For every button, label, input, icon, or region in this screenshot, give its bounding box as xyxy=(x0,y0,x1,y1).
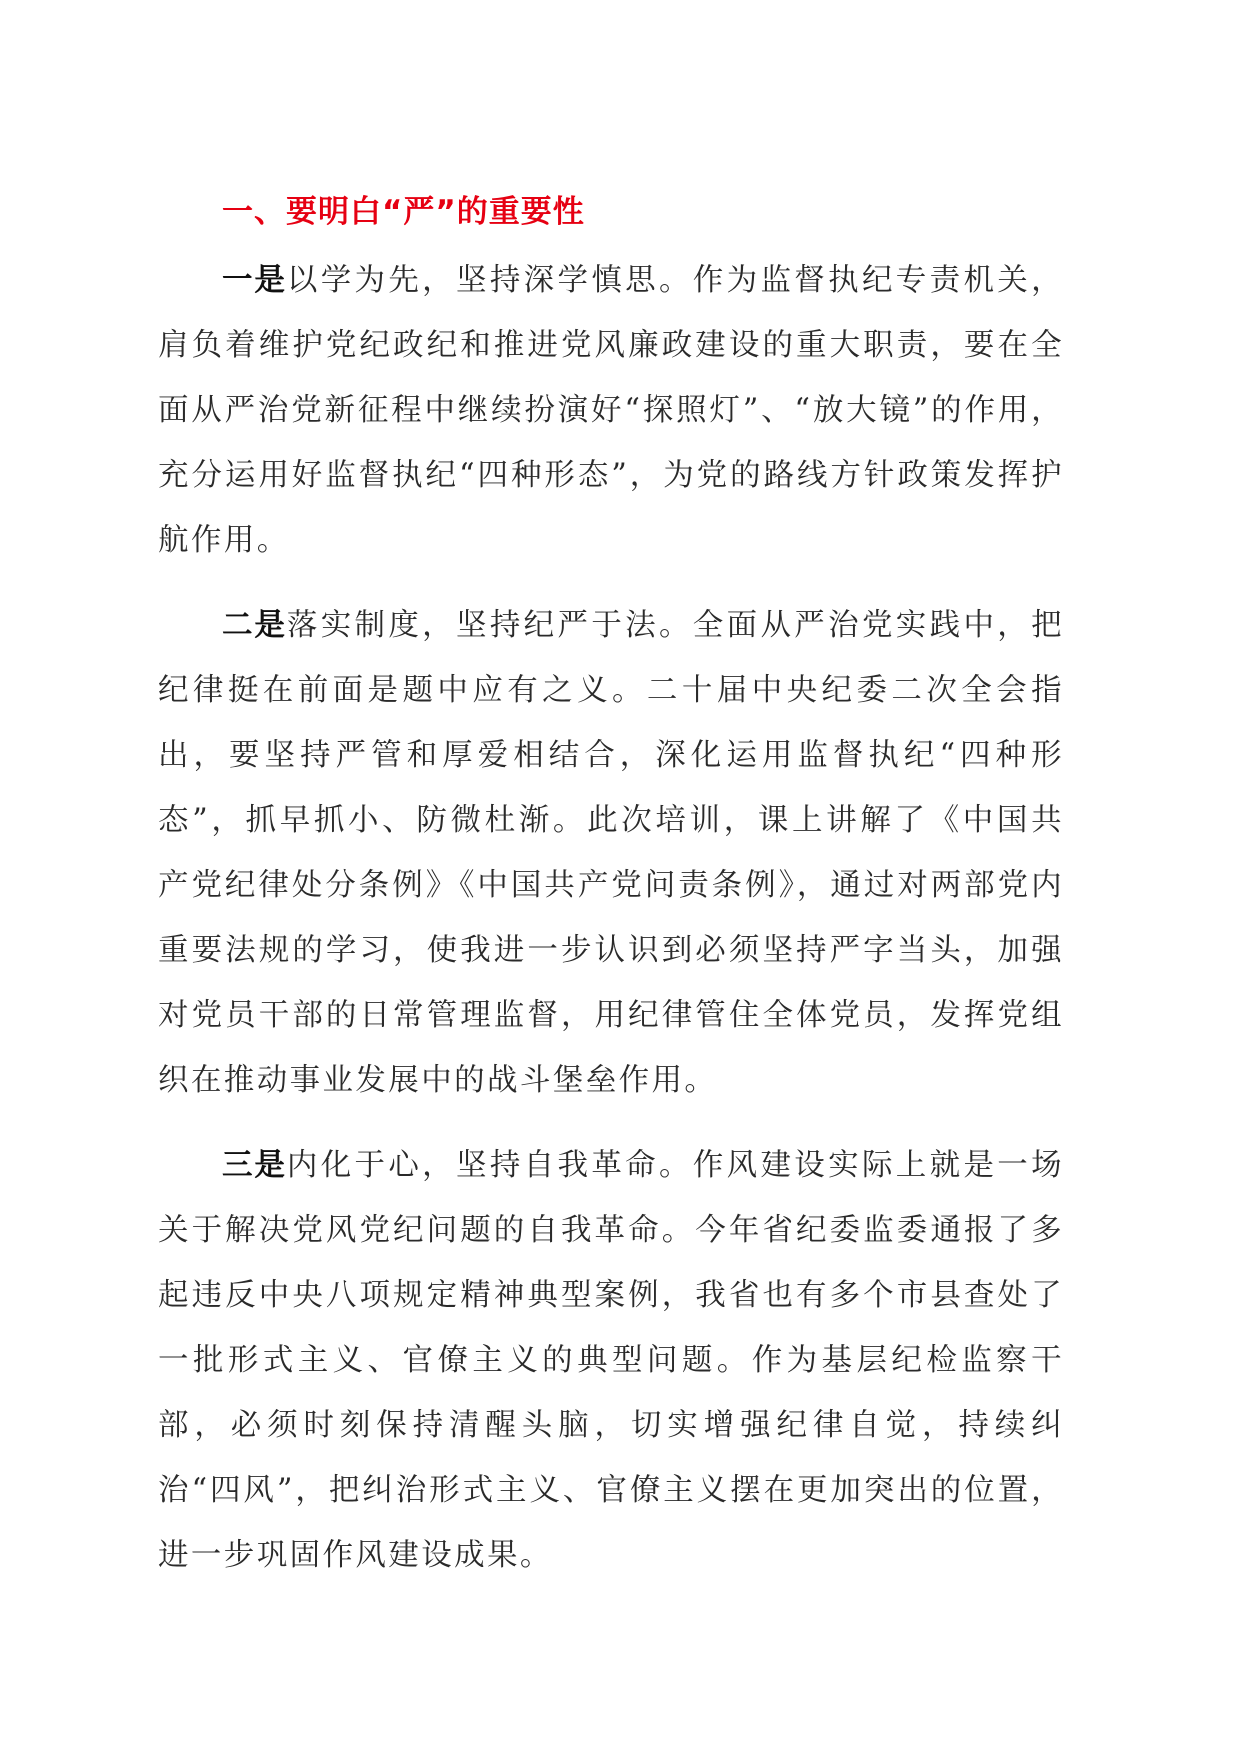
paragraph-2-lead: 二是 xyxy=(222,608,287,643)
paragraph-1-lead: 一是 xyxy=(222,263,287,298)
paragraph-1 xyxy=(158,248,1064,573)
document-body xyxy=(158,182,1064,1608)
paragraph-2-text: 落实制度，坚持纪严于法。全面从严治党实践中，把纪律挺在前面是题中应有之义。二十届中央纪委二次全会指出，要坚持严管和厚爱相结合，深化运用监督执纪“四种形态”，抓早抓小、防微杜渐。此次培训，课上讲解了《中国共产党纪律处分条例》《中国共产党问责条例》，通过对两部党内重要法规的学习，使我进一步认识到必须坚持严字当头，加强对党员干部的日常管理监督，用纪律管住全体党员，发挥党组织在推动事业发展中的战斗堡垒作用。 xyxy=(158,608,1064,1098)
section-heading: 一、要明白“严”的重要性 xyxy=(222,194,585,230)
paragraph-3 xyxy=(158,1133,1064,1588)
paragraph-2 xyxy=(158,593,1064,1113)
paragraph-3-text: 内化于心，坚持自我革命。作风建设实际上就是一场关于解决党风党纪问题的自我革命。今年省纪委监委通报了多起违反中央八项规定精神典型案例，我省也有多个市县查处了一批形式主义、官僚主义的典型问题。作为基层纪检监察干部，必须时刻保持清醒头脑，切实增强纪律自觉，持续纠治“四风”，把纠治形式主义、官僚主义摆在更加突出的位置，进一步巩固作风建设成果。 xyxy=(158,1148,1064,1573)
paragraph-1-text: 以学为先，坚持深学慎思。作为监督执纪专责机关，肩负着维护党纪政纪和推进党风廉政建设的重大职责，要在全面从严治党新征程中继续扮演好“探照灯”、“放大镜”的作用，充分运用好监督执纪“四种形态”，为党的路线方针政策发挥护航作用。 xyxy=(158,263,1064,558)
paragraph-3-lead: 三是 xyxy=(222,1148,287,1183)
